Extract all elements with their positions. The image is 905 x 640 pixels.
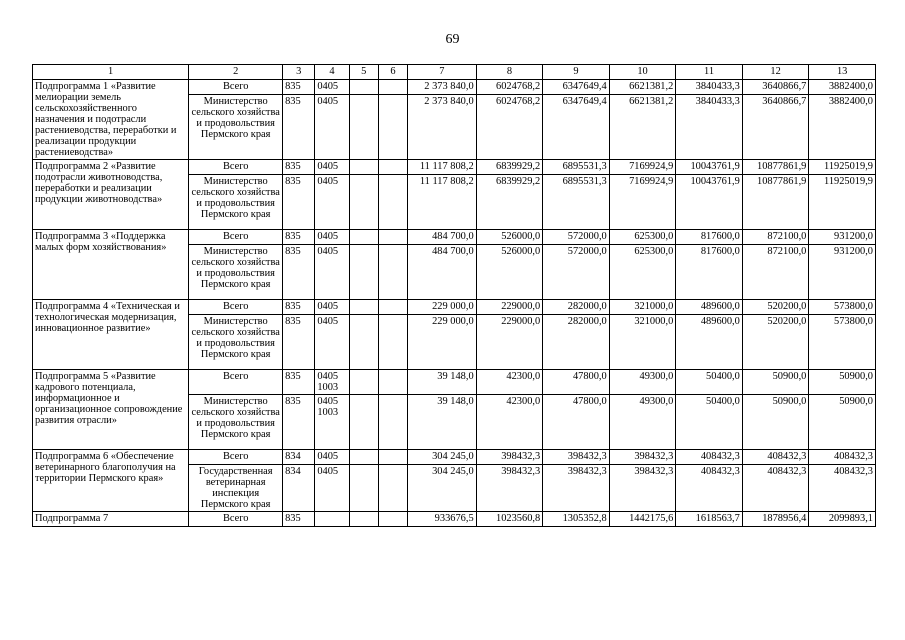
expense-type-cell — [378, 465, 407, 512]
section-code-cell: 0405 — [315, 300, 349, 315]
expense-type-cell — [378, 230, 407, 245]
amount-cell: 50900,0 — [742, 370, 809, 395]
page-number: 69 — [445, 32, 460, 47]
executor-cell: Государственная ветеринарная инспекция Пермского края — [189, 465, 283, 512]
amount-cell: 321000,0 — [609, 315, 676, 370]
amount-cell: 1618563,7 — [676, 512, 743, 527]
expense-type-cell — [378, 315, 407, 370]
column-header: 13 — [809, 65, 876, 80]
column-header: 6 — [378, 65, 407, 80]
amount-cell: 11 117 808,2 — [408, 175, 477, 230]
amount-cell: 398432,3 — [543, 450, 610, 465]
expense-type-cell — [378, 450, 407, 465]
table-row — [33, 160, 876, 175]
column-header: 9 — [543, 65, 610, 80]
amount-cell: 42300,0 — [476, 395, 543, 450]
expense-type-cell — [378, 300, 407, 315]
grbs-code-cell: 835 — [283, 395, 315, 450]
table-row — [33, 300, 876, 315]
amount-cell: 229000,0 — [476, 315, 543, 370]
target-article-cell — [349, 175, 378, 230]
amount-cell: 7169924,9 — [609, 175, 676, 230]
amount-cell: 408432,3 — [809, 465, 876, 512]
executor-cell: Всего — [189, 160, 283, 175]
amount-cell: 572000,0 — [543, 245, 610, 300]
amount-cell: 520200,0 — [742, 315, 809, 370]
executor-cell: Всего — [189, 80, 283, 95]
amount-cell: 398432,3 — [543, 465, 610, 512]
target-article-cell — [349, 95, 378, 160]
section-code-cell: 0405 — [315, 175, 349, 230]
amount-cell: 872100,0 — [742, 245, 809, 300]
amount-cell: 3840433,3 — [676, 95, 743, 160]
subprogram-name: Подпрограмма 7 — [33, 512, 189, 527]
amount-cell: 11925019,9 — [809, 175, 876, 230]
amount-cell: 1023560,8 — [476, 512, 543, 527]
column-header: 7 — [408, 65, 477, 80]
column-header: 10 — [609, 65, 676, 80]
amount-cell: 625300,0 — [609, 245, 676, 300]
amount-cell: 3640866,7 — [742, 80, 809, 95]
amount-cell: 408432,3 — [676, 450, 743, 465]
amount-cell: 1878956,4 — [742, 512, 809, 527]
section-code-cell — [315, 512, 349, 527]
subprogram-name: Подпрограмма 4 «Техническая и технологическая модернизация, инновационное развитие» — [33, 300, 189, 370]
amount-cell: 6895531,3 — [543, 175, 610, 230]
executor-cell: Всего — [189, 370, 283, 395]
column-header: 2 — [189, 65, 283, 80]
grbs-code-cell: 834 — [283, 450, 315, 465]
expense-type-cell — [378, 395, 407, 450]
grbs-code-cell: 835 — [283, 300, 315, 315]
amount-cell: 47800,0 — [543, 395, 610, 450]
amount-cell: 408432,3 — [742, 465, 809, 512]
target-article-cell — [349, 370, 378, 395]
target-article-cell — [349, 230, 378, 245]
amount-cell: 39 148,0 — [408, 395, 477, 450]
section-code-cell: 0405 1003 — [315, 395, 349, 450]
amount-cell: 408432,3 — [676, 465, 743, 512]
column-header: 4 — [315, 65, 349, 80]
expense-type-cell — [378, 370, 407, 395]
amount-cell: 2 373 840,0 — [408, 80, 477, 95]
grbs-code-cell: 835 — [283, 370, 315, 395]
table-row — [33, 512, 876, 527]
grbs-code-cell: 834 — [283, 465, 315, 512]
grbs-code-cell: 835 — [283, 95, 315, 160]
amount-cell: 526000,0 — [476, 230, 543, 245]
amount-cell: 50400,0 — [676, 370, 743, 395]
amount-cell: 573800,0 — [809, 315, 876, 370]
target-article-cell — [349, 465, 378, 512]
expense-type-cell — [378, 95, 407, 160]
target-article-cell — [349, 300, 378, 315]
amount-cell: 42300,0 — [476, 370, 543, 395]
amount-cell: 6895531,3 — [543, 160, 610, 175]
amount-cell: 6839929,2 — [476, 175, 543, 230]
subprogram-name: Подпрограмма 5 «Развитие кадрового потенциала, информационное и организационное сопровождение развития отрасли» — [33, 370, 189, 450]
executor-cell: Всего — [189, 230, 283, 245]
amount-cell: 484 700,0 — [408, 230, 477, 245]
table-header-row — [33, 65, 876, 80]
amount-cell: 2 373 840,0 — [408, 95, 477, 160]
amount-cell: 282000,0 — [543, 315, 610, 370]
budget-table — [32, 64, 876, 527]
amount-cell: 573800,0 — [809, 300, 876, 315]
column-header: 12 — [742, 65, 809, 80]
amount-cell: 526000,0 — [476, 245, 543, 300]
amount-cell: 39 148,0 — [408, 370, 477, 395]
table-row — [33, 450, 876, 465]
amount-cell: 47800,0 — [543, 370, 610, 395]
grbs-code-cell: 835 — [283, 175, 315, 230]
amount-cell: 398432,3 — [476, 465, 543, 512]
grbs-code-cell: 835 — [283, 80, 315, 95]
amount-cell: 6839929,2 — [476, 160, 543, 175]
expense-type-cell — [378, 245, 407, 300]
executor-cell: Всего — [189, 300, 283, 315]
amount-cell: 489600,0 — [676, 300, 743, 315]
executor-cell: Министерство сельского хозяйства и продовольствия Пермского края — [189, 315, 283, 370]
amount-cell: 3882400,0 — [809, 80, 876, 95]
amount-cell: 408432,3 — [809, 450, 876, 465]
target-article-cell — [349, 80, 378, 95]
table-row — [33, 80, 876, 95]
amount-cell: 49300,0 — [609, 370, 676, 395]
amount-cell: 408432,3 — [742, 450, 809, 465]
amount-cell: 10043761,9 — [676, 175, 743, 230]
amount-cell: 50900,0 — [809, 370, 876, 395]
grbs-code-cell: 835 — [283, 512, 315, 527]
column-header: 8 — [476, 65, 543, 80]
amount-cell: 6621381,2 — [609, 95, 676, 160]
amount-cell: 50400,0 — [676, 395, 743, 450]
amount-cell: 229 000,0 — [408, 315, 477, 370]
subprogram-name: Подпрограмма 2 «Развитие подотрасли животноводства, переработки и реализации продукции животноводства» — [33, 160, 189, 230]
expense-type-cell — [378, 512, 407, 527]
amount-cell: 398432,3 — [609, 450, 676, 465]
amount-cell: 572000,0 — [543, 230, 610, 245]
amount-cell: 10877861,9 — [742, 175, 809, 230]
section-code-cell: 0405 — [315, 160, 349, 175]
column-header: 3 — [283, 65, 315, 80]
amount-cell: 3840433,3 — [676, 80, 743, 95]
amount-cell: 625300,0 — [609, 230, 676, 245]
section-code-cell: 0405 — [315, 465, 349, 512]
amount-cell: 7169924,9 — [609, 160, 676, 175]
amount-cell: 484 700,0 — [408, 245, 477, 300]
amount-cell: 817600,0 — [676, 245, 743, 300]
target-article-cell — [349, 245, 378, 300]
amount-cell: 3882400,0 — [809, 95, 876, 160]
amount-cell: 872100,0 — [742, 230, 809, 245]
section-code-cell: 0405 — [315, 230, 349, 245]
expense-type-cell — [378, 160, 407, 175]
amount-cell: 6347649,4 — [543, 95, 610, 160]
amount-cell: 398432,3 — [609, 465, 676, 512]
section-code-cell: 0405 — [315, 245, 349, 300]
amount-cell: 10877861,9 — [742, 160, 809, 175]
amount-cell: 931200,0 — [809, 230, 876, 245]
section-code-cell: 0405 — [315, 95, 349, 160]
amount-cell: 49300,0 — [609, 395, 676, 450]
expense-type-cell — [378, 175, 407, 230]
subprogram-name: Подпрограмма 3 «Поддержка малых форм хозяйствования» — [33, 230, 189, 300]
subprogram-name: Подпрограмма 6 «Обеспечение ветеринарного благополучия на территории Пермского края» — [33, 450, 189, 512]
table-row — [33, 230, 876, 245]
amount-cell: 282000,0 — [543, 300, 610, 315]
amount-cell: 6347649,4 — [543, 80, 610, 95]
amount-cell: 304 245,0 — [408, 450, 477, 465]
expense-type-cell — [378, 80, 407, 95]
grbs-code-cell: 835 — [283, 315, 315, 370]
amount-cell: 10043761,9 — [676, 160, 743, 175]
column-header: 5 — [349, 65, 378, 80]
amount-cell: 3640866,7 — [742, 95, 809, 160]
amount-cell: 50900,0 — [742, 395, 809, 450]
grbs-code-cell: 835 — [283, 230, 315, 245]
grbs-code-cell: 835 — [283, 245, 315, 300]
amount-cell: 6024768,2 — [476, 95, 543, 160]
executor-cell: Всего — [189, 450, 283, 465]
amount-cell: 11925019,9 — [809, 160, 876, 175]
executor-cell: Министерство сельского хозяйства и продовольствия Пермского края — [189, 395, 283, 450]
amount-cell: 520200,0 — [742, 300, 809, 315]
table-row — [33, 370, 876, 395]
amount-cell: 50900,0 — [809, 395, 876, 450]
amount-cell: 229 000,0 — [408, 300, 477, 315]
amount-cell: 1442175,6 — [609, 512, 676, 527]
executor-cell: Министерство сельского хозяйства и продовольствия Пермского края — [189, 95, 283, 160]
column-header: 1 — [33, 65, 189, 80]
amount-cell: 11 117 808,2 — [408, 160, 477, 175]
amount-cell: 489600,0 — [676, 315, 743, 370]
executor-cell: Министерство сельского хозяйства и продовольствия Пермского края — [189, 175, 283, 230]
grbs-code-cell: 835 — [283, 160, 315, 175]
section-code-cell: 0405 — [315, 315, 349, 370]
executor-cell: Всего — [189, 512, 283, 527]
section-code-cell: 0405 1003 — [315, 370, 349, 395]
amount-cell: 931200,0 — [809, 245, 876, 300]
amount-cell: 6024768,2 — [476, 80, 543, 95]
target-article-cell — [349, 160, 378, 175]
executor-cell: Министерство сельского хозяйства и продовольствия Пермского края — [189, 245, 283, 300]
amount-cell: 817600,0 — [676, 230, 743, 245]
subprogram-name: Подпрограмма 1 «Развитие мелиорации земель сельскохозяйственного назначения и подотрасли растениеводства, переработки и реализации продукции растениеводства» — [33, 80, 189, 160]
target-article-cell — [349, 512, 378, 527]
section-code-cell: 0405 — [315, 80, 349, 95]
target-article-cell — [349, 395, 378, 450]
amount-cell: 304 245,0 — [408, 465, 477, 512]
amount-cell: 933676,5 — [408, 512, 477, 527]
amount-cell: 229000,0 — [476, 300, 543, 315]
amount-cell: 2099893,1 — [809, 512, 876, 527]
target-article-cell — [349, 315, 378, 370]
column-header: 11 — [676, 65, 743, 80]
amount-cell: 398432,3 — [476, 450, 543, 465]
section-code-cell: 0405 — [315, 450, 349, 465]
amount-cell: 321000,0 — [609, 300, 676, 315]
amount-cell: 1305352,8 — [543, 512, 610, 527]
target-article-cell — [349, 450, 378, 465]
amount-cell: 6621381,2 — [609, 80, 676, 95]
